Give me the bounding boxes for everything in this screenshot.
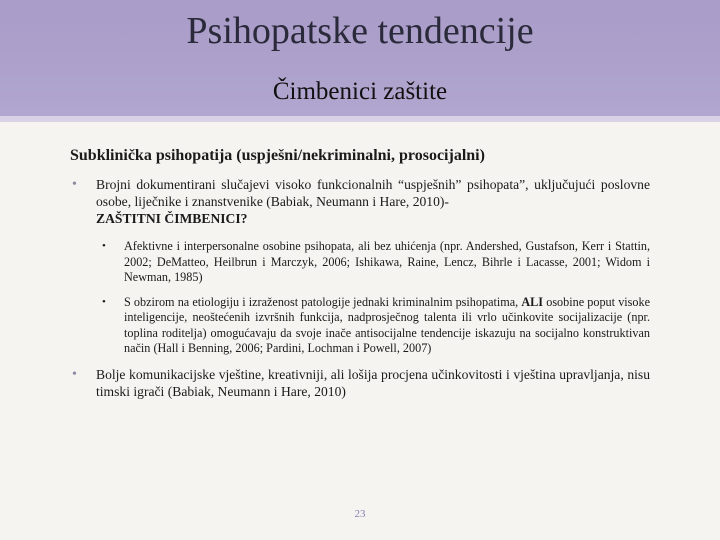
bullet-marker: •	[72, 177, 77, 192]
sub-bullet-item	[96, 239, 650, 286]
bullet-text: Brojni dokumentirani slučajevi visoko funkcionalnih “uspješnih” psihopata”, uključujući poslovne osobe, liječnike i znanstvenike (Babiak, Neumann i Hare, 2010)-	[96, 177, 650, 209]
sub-bullet-item	[96, 295, 650, 357]
banner-divider	[0, 116, 720, 122]
bullet-emphasis: ZAŠTITNI ČIMBENICI?	[96, 211, 248, 226]
bullet-text: Bolje komunikacijske vještine, kreativniji, ali lošija procjena učinkovitosti i vještina upravljanja, nisu timski igrači (Babiak, Neumann i Hare, 2010)	[96, 366, 650, 399]
bullet-item	[70, 176, 650, 227]
slide-content	[70, 146, 650, 412]
sub-bullet-marker: •	[102, 240, 106, 252]
bullet-item	[70, 366, 650, 400]
sub-bullet-marker: •	[102, 295, 106, 308]
section-heading: Subklinička psihopatija (uspješni/nekriminalni, prosocijalni)	[70, 147, 485, 164]
sub-bullet-emphasis: ALI	[521, 294, 544, 309]
sub-bullet-text: Afektivne i interpersonalne osobine psihopata, ali bez uhićenja (npr. Andershed, Gustafson, Kerr i Stattin, 2002; DeMatteo, Heilbrun i Marczyk, 2006; Ishikawa, Raine, Lencz, Bihrle i Lacasse, 2001; Widom i Newman, 1985)	[124, 239, 650, 284]
sub-bullet-text-before: S obzirom na etiologiju i izraženost patologije jednaki kriminalnim psihopatima,	[124, 294, 519, 309]
bullet-marker: •	[72, 366, 77, 382]
slide-subtitle: Čimbenici zaštite	[272, 78, 448, 105]
slide-title: Psihopatske tendencije	[186, 10, 534, 52]
sub-bullet-text-after: osobine poput visoke inteligencije, neoštećenih izvršnih funkcija, nadprosječnog talenta ili vrlo učinkovite socijalizacije (npr. toplina roditelja) omogućavaju da svoje inače antisocijalne tendencije iskazuju na socijalno konstruktivan način (Hall i Benning, 2006; Pardini, Lochman i Powell, 2007)	[124, 294, 651, 355]
page-number: 23	[354, 508, 366, 520]
